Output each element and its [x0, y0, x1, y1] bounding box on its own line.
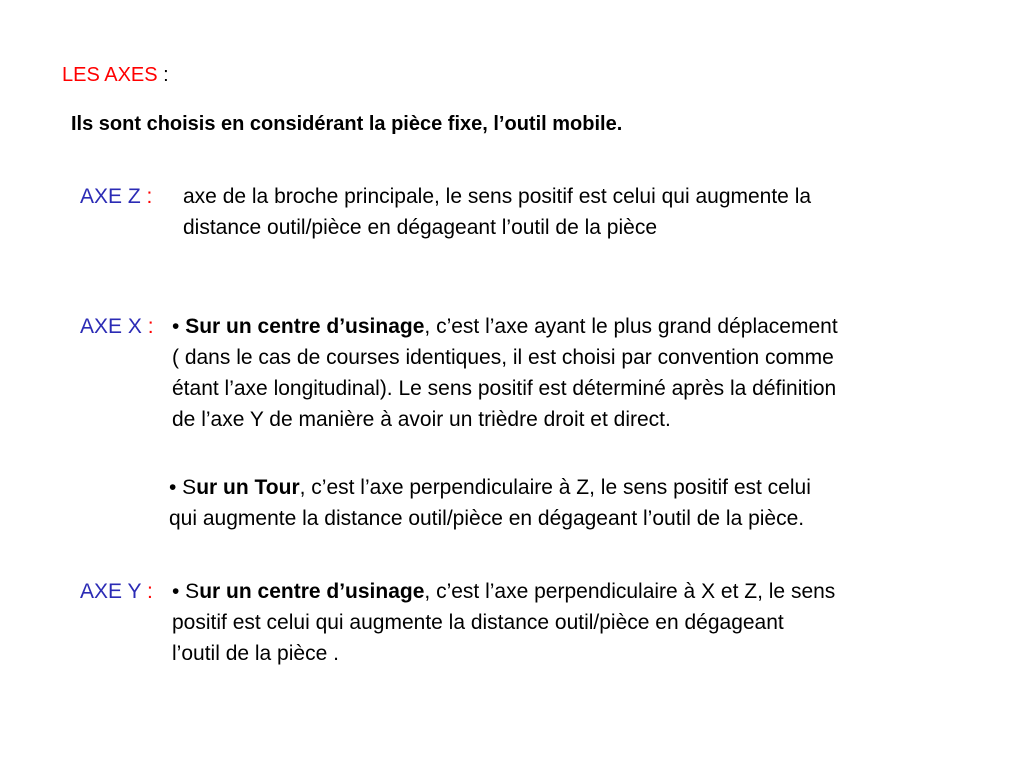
tour-line-2: qui augmente la distance outil/pièce en dégageant l’outil de la pièce. — [169, 507, 805, 530]
axe-y-bold: ur un centre d’usinage — [199, 580, 425, 603]
axe-z-description — [183, 181, 983, 243]
title-text: LES AXES — [62, 64, 158, 86]
axe-y-colon: : — [141, 580, 153, 603]
title-colon: : — [157, 64, 169, 86]
axe-x-line-4: de l’axe Y de manière à avoir un trièdre droit et direct. — [172, 408, 671, 431]
axe-y-description — [172, 576, 1002, 669]
axe-x-line-1 — [172, 311, 1002, 342]
axe-y-line-2: positif est celui qui augmente la distance outil/pièce en dégageant — [172, 611, 784, 634]
tour-bullet: • S — [169, 476, 197, 499]
page-title — [62, 63, 169, 87]
axe-x-bold: Sur un centre d’usinage — [185, 315, 425, 338]
tour-line-1 — [169, 472, 969, 503]
axe-x-line-1-rest: , c’est l’axe ayant le plus grand déplacement — [424, 315, 838, 338]
subtitle: Ils sont choisis en considérant la pièce fixe, l’outil mobile. — [71, 113, 623, 135]
axe-x-colon: : — [141, 315, 154, 338]
axe-x-line-2: ( dans le cas de courses identiques, il est choisi par convention comme — [172, 346, 834, 369]
axe-x-bullet: • — [172, 315, 186, 338]
axe-x-line-3: étant l’axe longitudinal). Le sens positif est déterminé après la définition — [172, 377, 837, 400]
axe-z-line-2: distance outil/pièce en dégageant l’outil de la pièce — [183, 216, 658, 239]
axe-x-label-text: AXE X — [80, 315, 142, 338]
axe-y-line-1-rest: , c’est l’axe perpendiculaire à X et Z, le sens — [424, 580, 836, 603]
axe-y-label — [80, 576, 153, 607]
axe-y-bullet: • S — [172, 580, 200, 603]
axe-z-colon: : — [140, 185, 153, 208]
tour-description — [169, 472, 969, 534]
axe-x-description — [172, 311, 1002, 435]
axe-x-label — [80, 311, 154, 342]
tour-bold: ur un Tour — [196, 476, 300, 499]
axe-y-line-3: l’outil de la pièce . — [172, 642, 339, 665]
axe-z-line-1: axe de la broche principale, le sens positif est celui qui augmente la — [183, 185, 812, 208]
tour-line-1-rest: , c’est l’axe perpendiculaire à Z, le sens positif est celui — [299, 476, 811, 499]
axe-z-label — [80, 181, 152, 212]
axe-y-line-1 — [172, 576, 1002, 607]
axe-z-label-text: AXE Z — [80, 185, 141, 208]
axe-y-label-text: AXE Y — [80, 580, 142, 603]
